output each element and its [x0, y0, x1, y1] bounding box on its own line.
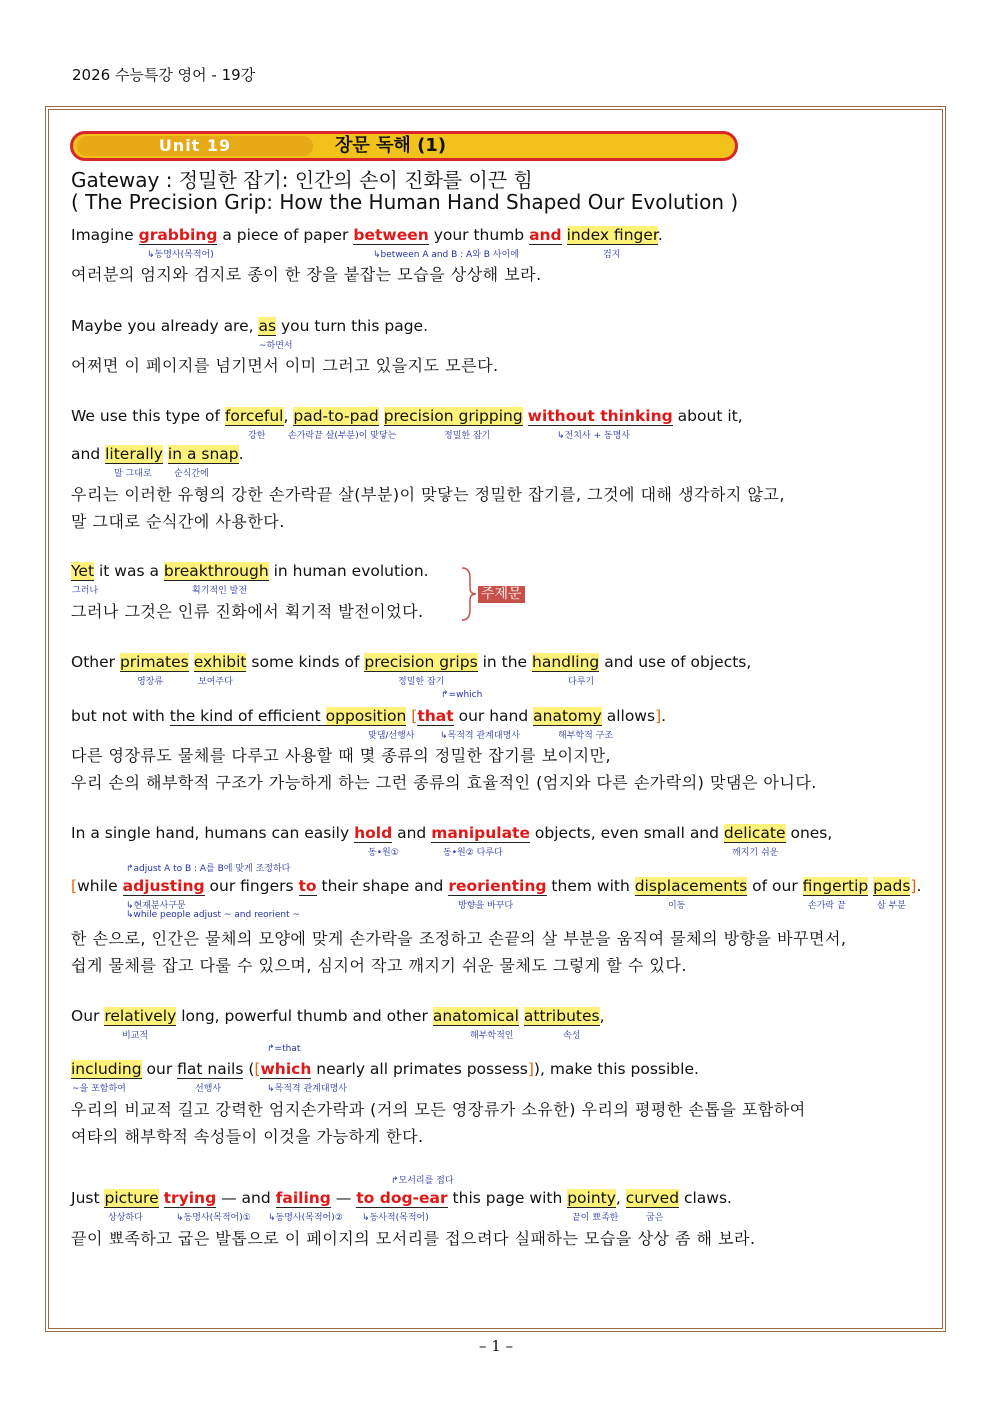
text-segment: but not with: [71, 707, 170, 725]
vocab-trying: trying: [163, 1189, 217, 1207]
annotation: ~을 포함하여: [72, 1084, 126, 1094]
text-segment: your thumb: [428, 226, 530, 244]
text-segment: it was a: [94, 562, 164, 580]
vocab-index-finger: index finger: [566, 226, 658, 244]
annotation: ↳동명사(목적어): [147, 250, 214, 260]
text-segment: (: [243, 1060, 255, 1078]
text-segment: in the: [477, 653, 533, 671]
translation-2: 어쩌면 이 페이지를 넘기면서 이미 그러고 있을지도 모른다.: [71, 356, 499, 375]
sentence-8: [71, 1189, 732, 1207]
annotation: 검지: [603, 250, 621, 260]
text-segment: in human evolution.: [268, 562, 429, 580]
vocab-forceful: forceful: [224, 407, 284, 425]
sentence-3-cont: [71, 445, 244, 463]
vocab-grabbing: grabbing: [138, 226, 218, 244]
annotation: ↳목적격 관계대명사: [267, 1084, 347, 1094]
translation-5b: 우리 손의 해부학적 구조가 가능하게 하는 그런 종류의 효율적인 (엄지와 다른 손가락의) 맞댐은 아니다.: [71, 773, 817, 792]
annotation: 순식간에: [174, 469, 209, 479]
text-segment: [189, 653, 194, 671]
text-segment: ]: [655, 707, 662, 725]
vocab-displacements: displacements: [634, 877, 748, 895]
text-segment: and: [392, 824, 432, 842]
text-segment: about it,: [672, 407, 743, 425]
text-segment: our: [141, 1060, 178, 1078]
annotation: ↳동명사(목적어)①: [176, 1213, 251, 1223]
text-segment: our hand: [453, 707, 534, 725]
vocab-hold: hold: [354, 824, 393, 842]
text-segment: — and: [216, 1189, 276, 1207]
annotation: 손가락끝 살(부분)이 맞닿는: [288, 431, 397, 441]
text-segment: [159, 1189, 164, 1207]
vocab-that: that: [417, 707, 454, 725]
annotation: 속성: [563, 1031, 581, 1041]
annotation: 동•원①: [368, 848, 399, 858]
translation-7a: 우리의 비교적 길고 강력한 엄지손가락과 (거의 모든 영장류가 소유한) 우리의 평평한 손톱을 포함하여: [71, 1100, 806, 1119]
page-header: 2026 수능특강 영어 - 19강: [72, 66, 256, 84]
annotation: 말 그대로: [114, 469, 152, 479]
vocab-the-kind-of-efficient: the kind of efficient: [169, 707, 326, 725]
text-segment: a piece of paper: [217, 226, 354, 244]
unit-label: Unit 19: [77, 136, 313, 156]
gateway-subtitle: ( The Precision Grip: How the Human Hand Shaped Our Evolution ): [71, 190, 739, 214]
vocab-reorienting: reorienting: [448, 877, 547, 895]
vocab-anatomy: anatomy: [533, 707, 602, 725]
annotation: ↳목적격 관계대명사: [440, 731, 520, 741]
annotation: 정밀한 잡기: [444, 431, 491, 441]
annotation: ↱모서리를 접다: [391, 1176, 454, 1186]
vocab-without-thinking: without thinking: [527, 407, 673, 425]
text-segment: them with: [546, 877, 635, 895]
sentence-4: [71, 562, 429, 580]
vocab-pad-to-pad: pad-to-pad: [293, 407, 379, 425]
annotation: ↳동명사(목적어)②: [268, 1213, 343, 1223]
text-segment: and use of objects,: [599, 653, 752, 671]
annotation: ↱=that: [267, 1044, 301, 1054]
text-segment: Our: [71, 1007, 105, 1025]
sentence-5-cont: [71, 707, 666, 725]
translation-7b: 여타의 해부학적 속성들이 이것을 가능하게 한다.: [71, 1127, 424, 1146]
translation-3a: 우리는 이러한 유형의 강한 손가락끝 살(부분)이 맞닿는 정밀한 잡기를, 그것에 대해 생각하지 않고,: [71, 485, 785, 504]
text-segment: In a single hand, humans can easily: [71, 824, 355, 842]
sentence-7: [71, 1007, 605, 1025]
annotation: ↳현재분사구문: [126, 901, 186, 911]
text-segment: [: [411, 707, 418, 725]
vocab-as: as: [258, 317, 277, 335]
vocab-attributes: attributes: [523, 1007, 600, 1025]
annotation: 영장류: [137, 677, 164, 687]
text-segment: long, powerful thumb and other: [176, 1007, 433, 1025]
text-segment: Imagine: [71, 226, 139, 244]
annotation: 끝이 뾰족한: [572, 1213, 619, 1223]
text-segment: and: [71, 445, 106, 463]
sentence-6-cont: [71, 877, 921, 895]
vocab-pointy: pointy: [567, 1189, 616, 1207]
translation-6a: 한 손으로, 인간은 물체의 모양에 맞게 손가락을 조정하고 손끝의 살 부분을 움직여 물체의 방향을 바꾸면서,: [71, 929, 847, 948]
vocab-relatively: relatively: [104, 1007, 177, 1025]
vocab-flat-nails: flat nails: [177, 1060, 244, 1078]
text-segment: [: [254, 1060, 261, 1078]
text-segment: nearly all primates possess: [311, 1060, 528, 1078]
translation-8: 끝이 뾰족하고 굽은 발톱으로 이 페이지의 모서리를 접으려다 실패하는 모습을 상상 좀 해 보라.: [71, 1229, 756, 1248]
annotation: ↳while people adjust ~ and reorient ~: [126, 910, 300, 920]
text-segment: Maybe you already are,: [71, 317, 259, 335]
sentence-7-cont: [71, 1060, 699, 1078]
annotation: 방향을 바꾸다: [458, 901, 514, 911]
annotation: 맞댐/선행사: [368, 731, 415, 741]
annotation: 동•원② 다루다: [443, 848, 503, 858]
annotation: 비교적: [122, 1031, 149, 1041]
annotation: ↳전치사 + 동명사: [557, 431, 630, 441]
annotation: 굽은: [646, 1213, 664, 1223]
annotation: 정밀한 잡기: [398, 677, 445, 687]
sentence-1: [71, 226, 663, 244]
text-segment: ,: [615, 1189, 626, 1207]
text-segment: claws.: [679, 1189, 732, 1207]
translation-6b: 쉽게 물체를 잡고 다룰 수 있으며, 심지어 작고 깨지기 쉬운 물체도 그렇게 할 수 있다.: [71, 956, 687, 975]
text-segment: while: [77, 877, 123, 895]
text-segment: you turn this page.: [276, 317, 428, 335]
text-segment: this page with: [447, 1189, 568, 1207]
vocab-to: to: [298, 877, 317, 895]
vocab-to-dog-ear: to dog-ear: [356, 1189, 448, 1207]
topic-sentence-tag: 주제문: [478, 586, 525, 603]
annotation: 손가락 끝: [808, 901, 846, 911]
vocab-which: which: [260, 1060, 312, 1078]
text-segment: [523, 407, 528, 425]
annotation: 그러나: [72, 586, 99, 596]
text-segment: ]: [910, 877, 917, 895]
text-segment: ,: [283, 407, 294, 425]
text-segment: .: [238, 445, 244, 463]
annotation: 살 부분: [877, 901, 906, 911]
sentence-6: [71, 824, 832, 842]
annotation: 상상하다: [108, 1213, 143, 1223]
vocab-exhibit: exhibit: [193, 653, 247, 671]
vocab-adjusting: adjusting: [122, 877, 205, 895]
vocab-primates: primates: [119, 653, 189, 671]
text-segment: allows: [601, 707, 656, 725]
text-segment: some kinds of: [246, 653, 365, 671]
vocab-precision-gripping: precision gripping: [383, 407, 523, 425]
text-segment: of our: [747, 877, 803, 895]
text-segment: —: [330, 1189, 357, 1207]
annotation: ↳between A and B : A와 B 사이에: [373, 250, 519, 260]
text-segment: .: [916, 877, 922, 895]
vocab-fingertip: fingertip: [802, 877, 869, 895]
sentence-5: [71, 653, 751, 671]
translation-4: 그러나 그것은 인류 진화에서 획기적 발전이었다.: [71, 602, 424, 621]
translation-3b: 말 그대로 순식간에 사용한다.: [71, 512, 285, 531]
text-segment: our fingers: [204, 877, 299, 895]
sentence-3: [71, 407, 743, 425]
text-segment: ones,: [785, 824, 833, 842]
text-segment: .: [657, 226, 663, 244]
annotation: 획기적인 발전: [192, 586, 248, 596]
unit-banner: [70, 131, 738, 161]
vocab-pads: pads: [873, 877, 911, 895]
text-segment: [562, 226, 567, 244]
text-segment: [: [71, 877, 78, 895]
annotation: ~하면서: [259, 341, 293, 351]
vocab-handling: handling: [532, 653, 600, 671]
vocab-in-a-snap: in a snap: [167, 445, 239, 463]
text-segment: [379, 407, 384, 425]
unit-title: 장문 독해 (1): [335, 135, 447, 156]
vocab-precision-grips: precision grips: [364, 653, 478, 671]
annotation: ↱=which: [441, 690, 483, 700]
text-segment: ), make this possible.: [533, 1060, 699, 1078]
text-segment: ]: [527, 1060, 534, 1078]
annotation: 선행사: [195, 1084, 222, 1094]
translation-1: 여러분의 엄지와 검지로 종이 한 장을 붙잡는 모습을 상상해 보라.: [71, 265, 542, 284]
vocab-anatomical: anatomical: [432, 1007, 519, 1025]
annotation: 보여주다: [198, 677, 233, 687]
text-segment: .: [661, 707, 667, 725]
text-segment: ,: [599, 1007, 605, 1025]
gateway-title: Gateway : 정밀한 잡기: 인간의 손이 진화를 이끈 힘: [71, 168, 533, 192]
text-segment: Other: [71, 653, 120, 671]
vocab-failing: failing: [275, 1189, 331, 1207]
sentence-2: [71, 317, 428, 335]
vocab-between: between: [353, 226, 429, 244]
annotation: 해부학적 구조: [558, 731, 614, 741]
curly-brace-icon: [460, 566, 478, 622]
vocab-delicate: delicate: [723, 824, 786, 842]
vocab-curved: curved: [625, 1189, 680, 1207]
text-segment: Just: [71, 1189, 105, 1207]
text-segment: their shape and: [316, 877, 449, 895]
annotation: ↳동사적(목적어): [362, 1213, 429, 1223]
annotation: 다루기: [568, 677, 595, 687]
annotation: 이동: [668, 901, 686, 911]
vocab-and: and: [529, 226, 562, 244]
vocab-breakthrough: breakthrough: [163, 562, 269, 580]
vocab-manipulate: manipulate: [431, 824, 530, 842]
annotation: 해부학적인: [470, 1031, 514, 1041]
vocab-yet: Yet: [71, 562, 95, 580]
annotation: 강한: [248, 431, 266, 441]
vocab-picture: picture: [104, 1189, 159, 1207]
text-segment: objects, even small and: [529, 824, 724, 842]
annotation: 깨지기 쉬운: [732, 848, 779, 858]
vocab-literally: literally: [105, 445, 163, 463]
vocab-including: including: [71, 1060, 142, 1078]
translation-5a: 다른 영장류도 물체를 다루고 사용할 때 몇 종류의 정밀한 잡기를 보이지만,: [71, 746, 612, 765]
page-number: – 1 –: [478, 1337, 514, 1355]
vocab-opposition: opposition: [325, 707, 407, 725]
text-segment: We use this type of: [71, 407, 225, 425]
annotation: ↱adjust A to B : A를 B에 맞게 조정하다: [126, 864, 291, 874]
